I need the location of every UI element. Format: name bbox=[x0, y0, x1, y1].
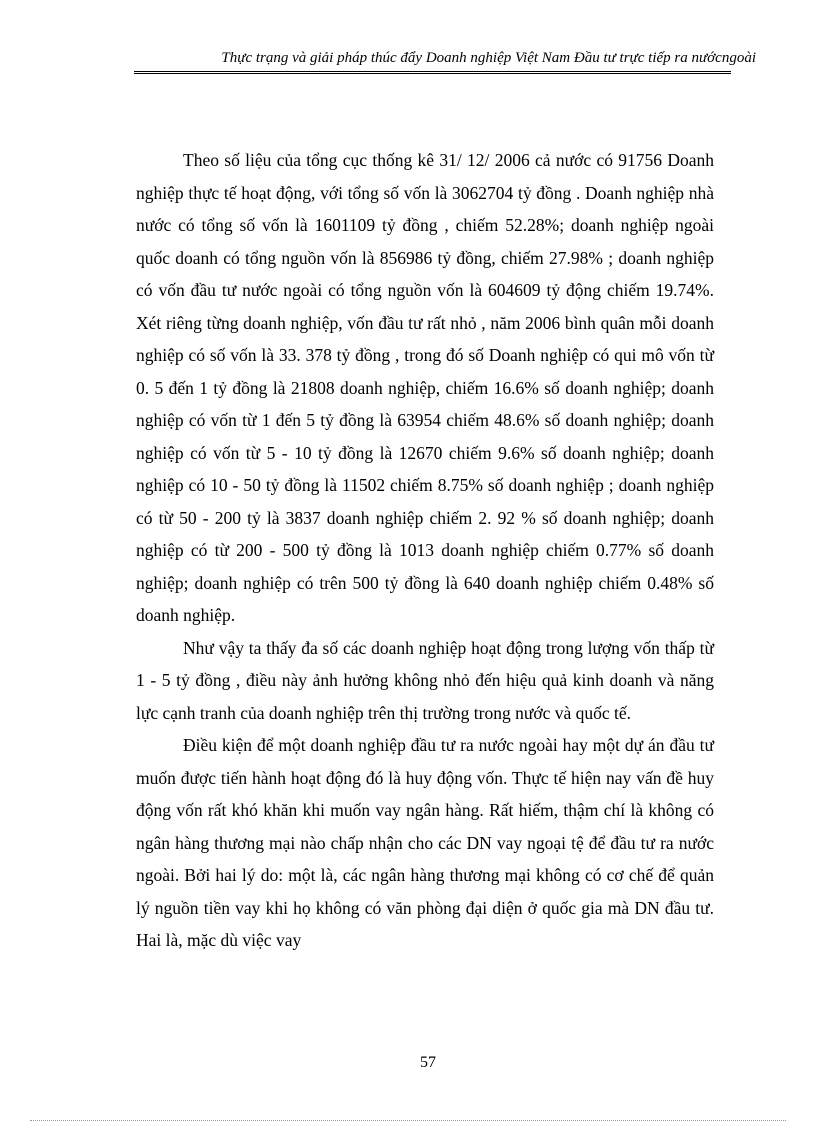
document-body bbox=[136, 144, 714, 957]
paragraph-capital-conditions: Điều kiện để một doanh nghiệp đầu tư ra nước ngoài hay một dự án đầu tư muốn được tiến hành hoạt động đó là huy động vốn. Thực tế hiện nay vấn đề huy động vốn rất khó khăn khi muốn vay ngân hàng. Rất hiếm, thậm chí là không có ngân hàng thương mại nào chấp nhận cho các DN vay ngoại tệ để đầu tư ra nước ngoài. Bởi hai lý do: một là, các ngân hàng thương mại không có cơ chế để quản lý nguồn tiền vay khi họ không có văn phòng đại diện ở quốc gia mà DN đầu tư. Hai là, mặc dù việc vay bbox=[136, 735, 714, 950]
page-number: 57 bbox=[420, 1054, 436, 1071]
footer-divider bbox=[30, 1120, 786, 1121]
header-divider bbox=[134, 71, 731, 74]
running-header: Thực trạng và giải pháp thúc đẩy Doanh nghiệp Việt Nam Đầu tư trực tiếp ra nướcngoài bbox=[221, 50, 756, 66]
paragraph-statistics: Theo số liệu của tổng cục thống kê 31/ 12/ 2006 cả nước có 91756 Doanh nghiệp thực tế hoạt động, với tổng số vốn là 3062704 tỷ đồng . Doanh nghiệp nhà nước có tổng số vốn là 1601109 tỷ đồng , chiếm 52.28%; doanh nghiệp ngoài quốc doanh có tổng nguồn vốn là 856986 tỷ đồng, chiếm 27.98% ; doanh nghiệp có vốn đầu tư nước ngoài có tổng nguồn vốn là 604609 tỷ động chiếm 19.74%. Xét riêng từng doanh nghiệp, vốn đầu tư rất nhỏ , năm 2006 bình quân mỗi doanh nghiệp có số vốn là 33. 378 tỷ đồng , trong đó số Doanh nghiệp có qui mô vốn từ 0. 5 đến 1 tỷ đồng là 21808 doanh nghiệp, chiếm 16.6% số doanh nghiệp; doanh nghiệp có vốn từ 1 đến 5 tỷ đồng là 63954 chiếm 48.6% số doanh nghiệp; doanh nghiệp có vốn từ 5 - 10 tỷ đồng là 12670 chiếm 9.6% số doanh nghiệp; doanh nghiệp có 10 - 50 tỷ đồng là 11502 chiếm 8.75% số doanh nghiệp ; doanh nghiệp có từ 50 - 200 tỷ là 3837 doanh nghiệp chiếm 2. 92 % số doanh nghiệp; doanh nghiệp có từ 200 - 500 tỷ đồng là 1013 doanh nghiệp chiếm 0.77% số doanh nghiệp; doanh nghiệp có trên 500 tỷ đồng là 640 doanh nghiệp chiếm 0.48% số doanh nghiệp. bbox=[136, 150, 714, 625]
paragraph-conclusion: Như vậy ta thấy đa số các doanh nghiệp hoạt động trong lượng vốn thấp từ 1 - 5 tỷ đồng , điều này ảnh hưởng không nhỏ đến hiệu quả kinh doanh và năng lực cạnh tranh của doanh nghiệp trên thị trường trong nước và quốc tế. bbox=[136, 637, 714, 723]
